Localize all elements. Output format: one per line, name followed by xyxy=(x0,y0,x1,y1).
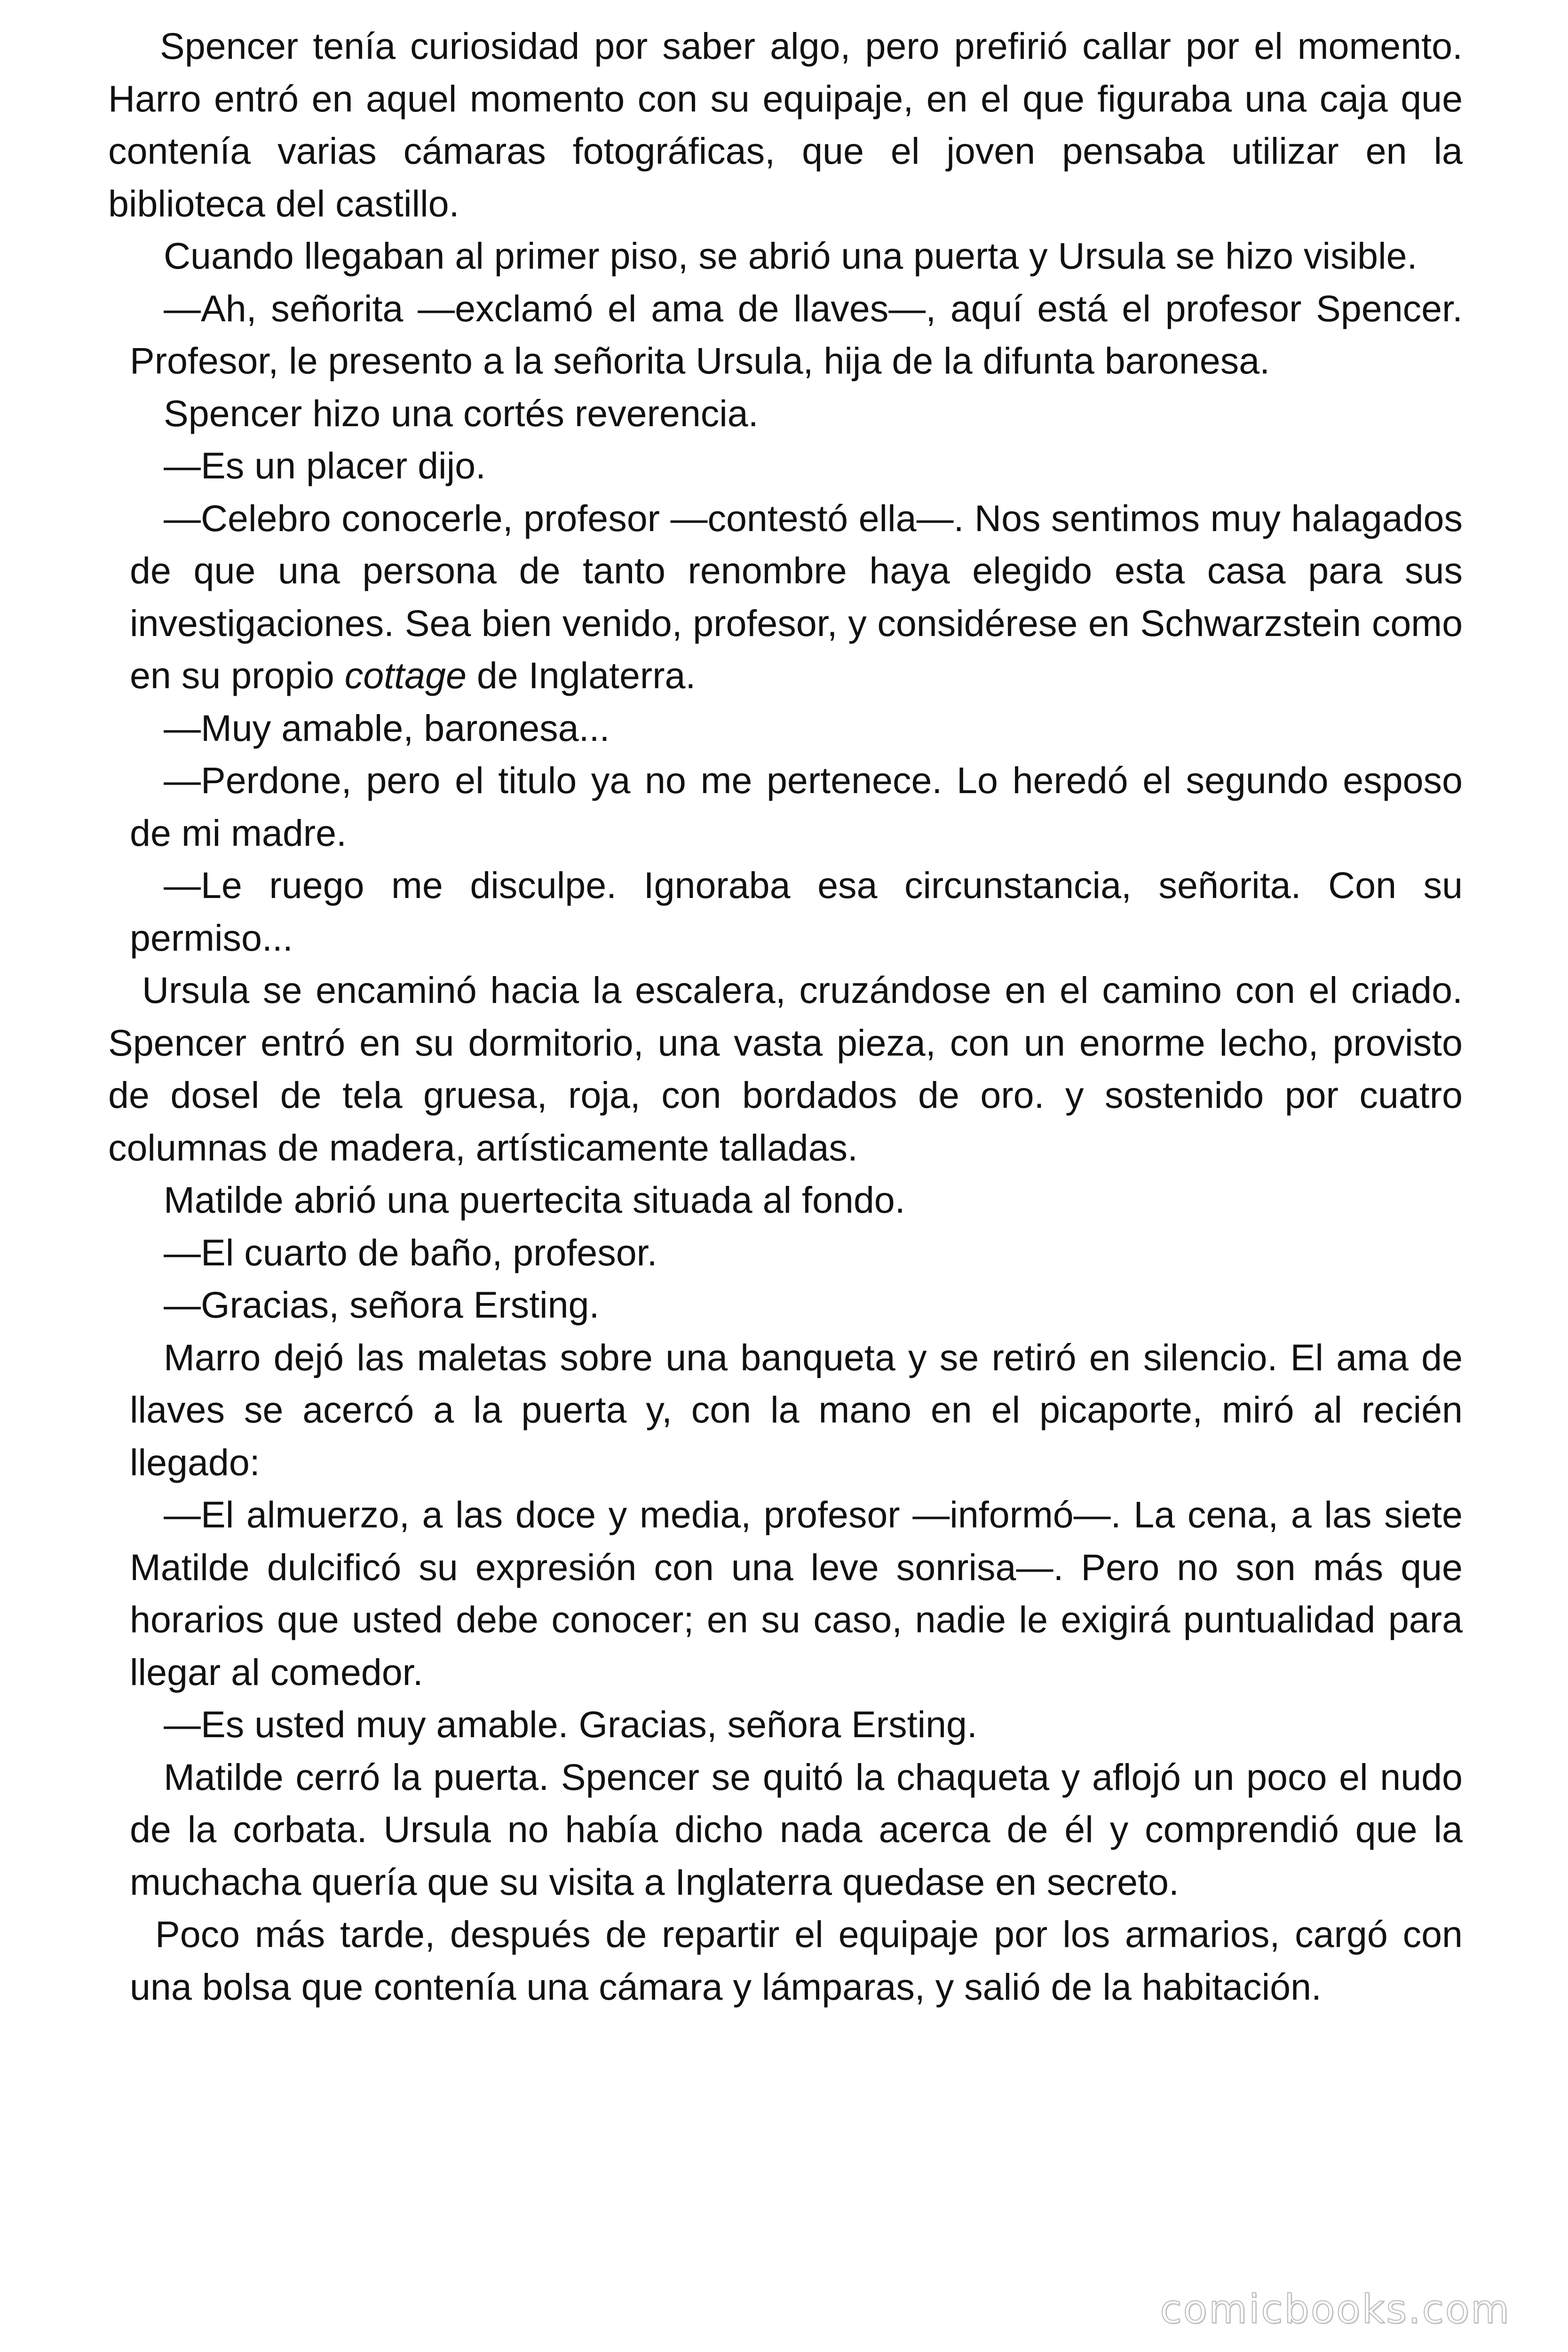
paragraph-text: —Es usted muy amable. Gracias, señora Ersting. xyxy=(164,1703,977,1745)
paragraph xyxy=(108,230,1463,282)
paragraph-text: —Celebro conocerle, profesor —contestó ella—. Nos sentimos muy halagados de que una persona de tanto renombre haya elegido esta casa para sus investigaciones. Sea bien venido, profesor, y considérese en Schwarzstein como en su propio xyxy=(130,497,1463,696)
paragraph-text: Marro dejó las maletas sobre una banqueta y se retiró en silencio. El ama de llaves se acercó a la puerta y, con la mano en el picaporte, miró al recién llegado: xyxy=(130,1336,1463,1483)
paragraph xyxy=(108,1331,1463,1489)
paragraph-text: Spencer hizo una cortés reverencia. xyxy=(164,392,759,434)
paragraph-text: —El cuarto de baño, profesor. xyxy=(164,1231,657,1273)
italic-word: cottage xyxy=(344,654,467,696)
paragraph-text: de Inglaterra. xyxy=(466,654,696,696)
paragraph-text: —Es un placer dijo. xyxy=(164,445,486,486)
paragraph xyxy=(108,1279,1463,1331)
paragraph xyxy=(108,1488,1463,1698)
paragraph xyxy=(108,439,1463,492)
paragraph xyxy=(108,1174,1463,1226)
paragraph xyxy=(108,387,1463,440)
watermark: comicbooks.com xyxy=(1160,2286,1511,2332)
paragraph-text: Spencer tenía curiosidad por saber algo, pero prefirió callar por el momento. Harro entró en aquel momento con su equipaje, en el que figuraba una caja que contenía varias cámaras fotográficas, que el joven pensaba utilizar en la biblioteca del castillo. xyxy=(108,25,1463,224)
paragraph-text: Matilde abrió una puertecita situada al fondo. xyxy=(164,1179,905,1221)
paragraph xyxy=(108,702,1463,755)
paragraph-text: —El almuerzo, a las doce y media, profesor —informó—. La cena, a las siete Matilde dulcificó su expresión con una leve sonrisa—. Pero no son más que horarios que usted debe conocer; en su caso, nadie le exigirá puntualidad para llegar al comedor. xyxy=(130,1494,1463,1693)
paragraph-text: Poco más tarde, después de repartir el equipaje por los armarios, cargó con una bolsa que contenía una cámara y lámparas, y salió de la habitación. xyxy=(130,1913,1463,2008)
book-page xyxy=(108,20,1463,2013)
paragraph-text: —Le ruego me disculpe. Ignoraba esa circunstancia, señorita. Con su permiso... xyxy=(130,864,1463,959)
paragraph xyxy=(108,754,1463,859)
paragraph-text: —Ah, señorita —exclamó el ama de llaves—, aquí está el profesor Spencer. Profesor, le presento a la señorita Ursula, hija de la difunta baronesa. xyxy=(130,287,1463,381)
paragraph xyxy=(108,20,1463,230)
paragraph xyxy=(108,282,1463,387)
paragraph xyxy=(108,1226,1463,1279)
paragraph xyxy=(108,964,1463,1174)
paragraph xyxy=(108,1751,1463,1908)
paragraph-text: —Perdone, pero el titulo ya no me pertenece. Lo heredó el segundo esposo de mi madre. xyxy=(130,759,1463,854)
paragraph-text: Ursula se encaminó hacia la escalera, cruzándose en el camino con el criado. Spencer entró en su dormitorio, una vasta pieza, con un enorme lecho, provisto de dosel de tela gruesa, roja, con bordados de oro. y sostenido por cuatro columnas de madera, artísticamente talladas. xyxy=(108,969,1463,1168)
paragraph-text: Cuando llegaban al primer piso, se abrió una puerta y Ursula se hizo visible. xyxy=(164,235,1418,277)
paragraph xyxy=(108,1908,1463,2013)
paragraph-text: —Muy amable, baronesa... xyxy=(164,707,610,749)
paragraph xyxy=(108,859,1463,964)
paragraph-text: Matilde cerró la puerta. Spencer se quitó la chaqueta y aflojó un poco el nudo de la corbata. Ursula no había dicho nada acerca de él y comprendió que la muchacha quería que su visita a Inglaterra quedase en secreto. xyxy=(130,1756,1463,1903)
paragraph-text: —Gracias, señora Ersting. xyxy=(164,1284,600,1326)
paragraph xyxy=(108,1698,1463,1751)
paragraph xyxy=(108,492,1463,702)
